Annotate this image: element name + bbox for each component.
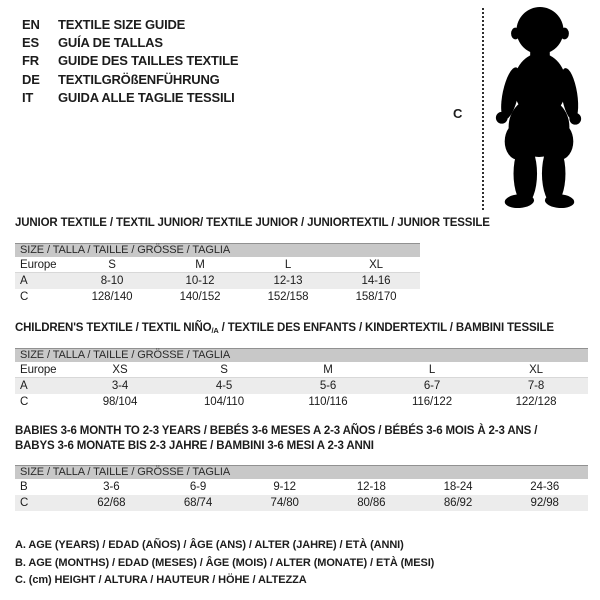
babies-table-rows xyxy=(15,479,588,511)
children-title-subscript: /A xyxy=(211,326,219,335)
table-row-europe xyxy=(15,257,420,273)
table-cell: 10-12 xyxy=(185,275,215,287)
table-cell: 98/104 xyxy=(102,396,138,408)
table-row-c xyxy=(15,495,588,511)
size-header-band: SIZE / TALLA / TAILLE / GRÖSSE / TAGLIA xyxy=(15,243,420,257)
size-header-band: SIZE / TALLA / TAILLE / GRÖSSE / TAGLIA xyxy=(15,348,588,362)
children-table-rows xyxy=(15,362,588,410)
table-cell: 80/86 xyxy=(357,497,386,509)
language-row-en xyxy=(22,15,238,33)
junior-textile-section xyxy=(15,216,490,305)
children-textile-section xyxy=(15,321,588,410)
table-cell: 62/68 xyxy=(97,497,126,509)
language-row-es xyxy=(22,33,238,51)
table-cell: 116/122 xyxy=(411,396,453,408)
table-cell: 68/74 xyxy=(183,497,213,509)
children-title-text: / TEXTILE DES ENFANTS / KINDERTEXTIL / BAMBINI TESSILE xyxy=(218,322,554,334)
children-title-text: CHILDREN'S TEXTILE / TEXTIL NIÑO xyxy=(15,322,212,334)
table-row-europe xyxy=(15,362,588,378)
language-label: GUIDA ALLE TAGLIE TESSILI xyxy=(58,90,235,106)
table-row-b xyxy=(15,479,588,495)
table-cell: 4-5 xyxy=(215,380,233,392)
table-cell: 12-18 xyxy=(356,481,386,493)
legend-item-a: A. AGE (YEARS) / EDAD (AÑOS) / ÂGE (ANS) / ALTER (JAHRE) / ETÀ (ANNI) xyxy=(15,539,404,551)
height-measure-dotted-line xyxy=(482,8,484,210)
table-row-a xyxy=(15,273,420,289)
table-cell: M xyxy=(323,364,333,376)
babies-table-title-line2: BABYS 3-6 MONATE BIS 2-3 JAHRE / BAMBINI 3-6 MESI A 2-3 ANNI xyxy=(15,440,374,452)
legend-item-b: B. AGE (MONTHS) / EDAD (MESES) / ÂGE (MOIS) / ALTER (MONATE) / ETÀ (MESI) xyxy=(15,556,435,569)
row-label: A xyxy=(20,380,28,392)
table-cell: 24-36 xyxy=(530,481,560,493)
table-cell: 128/140 xyxy=(91,291,133,303)
language-code: ES xyxy=(22,35,39,51)
row-label: B xyxy=(20,481,28,493)
language-label: GUIDE DES TAILLES TEXTILE xyxy=(58,53,239,69)
table-cell: 18-24 xyxy=(443,481,473,493)
table-cell: S xyxy=(220,364,228,376)
language-label: GUÍA DE TALLAS xyxy=(58,35,163,51)
table-cell: 74/80 xyxy=(270,497,299,509)
row-label: Europe xyxy=(20,364,57,376)
table-cell: 6-9 xyxy=(189,481,207,493)
table-cell: 12-13 xyxy=(273,275,303,287)
table-cell: XS xyxy=(112,364,128,376)
row-label: A xyxy=(20,275,28,287)
table-cell: 92/98 xyxy=(530,497,559,509)
toddler-silhouette xyxy=(490,5,588,211)
table-row-c xyxy=(15,289,420,305)
table-cell: 8-10 xyxy=(100,275,124,287)
language-code: IT xyxy=(22,90,34,106)
table-cell: 152/158 xyxy=(267,291,309,303)
table-cell: 104/110 xyxy=(203,396,245,408)
size-header-band: SIZE / TALLA / TAILLE / GRÖSSE / TAGLIA xyxy=(15,465,588,479)
table-cell: 9-12 xyxy=(273,481,296,493)
language-row-de xyxy=(22,70,238,88)
table-cell: 140/152 xyxy=(179,291,221,303)
language-label: TEXTILGRÖßENFÜHRUNG xyxy=(58,71,220,87)
language-row-it xyxy=(22,89,238,107)
babies-textile-section xyxy=(15,424,588,511)
language-row-fr xyxy=(22,52,238,70)
language-label: TEXTILE SIZE GUIDE xyxy=(58,16,186,32)
row-label: C xyxy=(20,396,29,408)
table-cell: 7-8 xyxy=(527,380,545,392)
babies-size-table xyxy=(15,465,588,511)
table-row-a xyxy=(15,378,588,394)
row-label: C xyxy=(20,497,29,509)
language-list xyxy=(22,15,238,107)
table-cell: 3-6 xyxy=(103,481,120,493)
children-table-title xyxy=(15,321,588,336)
table-cell: XL xyxy=(529,364,543,376)
measurement-legend xyxy=(15,537,434,590)
language-code: DE xyxy=(22,71,40,87)
table-cell: 122/128 xyxy=(515,396,557,408)
children-size-table xyxy=(15,348,588,410)
table-cell: L xyxy=(428,364,436,376)
language-code: EN xyxy=(22,16,40,32)
legend-item-c: C. (cm) HEIGHT / ALTURA / HAUTEUR / HÖHE / ALTEZZA xyxy=(15,574,307,586)
row-label: C xyxy=(20,291,29,303)
table-cell: 6-7 xyxy=(423,380,441,392)
junior-table-rows xyxy=(15,257,420,305)
table-cell: XL xyxy=(369,259,383,271)
table-cell: L xyxy=(284,259,292,271)
row-label: Europe xyxy=(20,259,57,271)
junior-size-table xyxy=(15,243,420,305)
table-cell: 3-4 xyxy=(111,380,129,392)
language-code: FR xyxy=(22,53,39,69)
table-cell: 110/116 xyxy=(308,396,348,408)
babies-table-title-line1: BABIES 3-6 MONTH TO 2-3 YEARS / BEBÉS 3-6 MESES A 2-3 AÑOS / BÉBÉS 3-6 MOIS À 2-3 ANS / xyxy=(15,425,538,437)
table-row-c xyxy=(15,394,588,410)
junior-table-title: JUNIOR TEXTILE / TEXTIL JUNIOR/ TEXTILE JUNIOR / JUNIORTEXTIL / JUNIOR TESSILE xyxy=(15,217,490,229)
height-measure-label: C xyxy=(453,106,463,121)
table-cell: 5-6 xyxy=(319,380,337,392)
table-cell: 14-16 xyxy=(361,275,391,287)
table-cell: 86/92 xyxy=(443,497,473,509)
table-cell: 158/170 xyxy=(355,291,397,303)
table-cell: S xyxy=(108,259,116,271)
table-cell: M xyxy=(195,259,205,271)
